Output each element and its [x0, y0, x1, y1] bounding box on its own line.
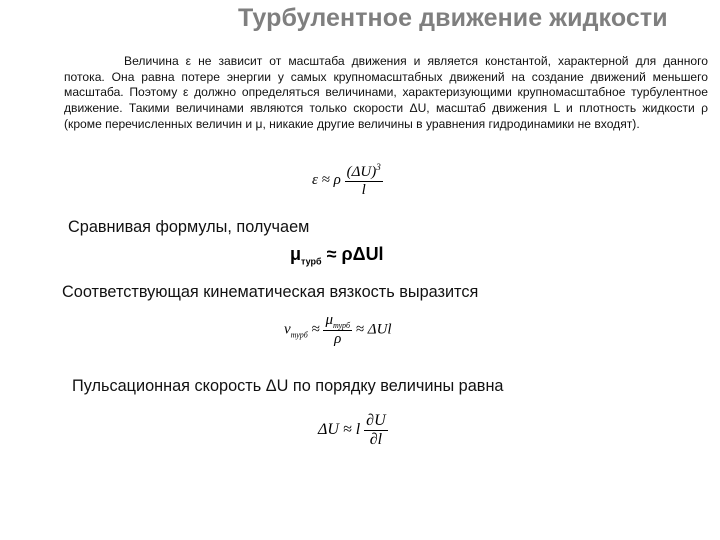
- text-line-viscosity: Соответствующая кинематическая вязкость выразится: [62, 283, 479, 301]
- formula-epsilon-fraction: [345, 162, 383, 199]
- formula-delta-u-lhs: ΔU ≈ l: [318, 421, 361, 439]
- formula-nu-fraction: [323, 312, 352, 348]
- formula-nu-numerator: μ: [325, 312, 333, 328]
- formula-epsilon-numerator: (ΔU): [346, 164, 377, 180]
- formula-delta-u-numerator: ∂U: [366, 412, 386, 429]
- formula-mu-symbol: μ: [290, 244, 302, 264]
- body-paragraph: Величина ε не зависит от масштаба движения и является константой, характерной для данного потока. Она равна потере энергии у самых крупномасштабных движений на создание движений меньшего масштаба. Поэтому ε должно определяться величинами, характеризующими крупномасштабное турбулентное движение. Такими величинами являются только скорости ΔU, масштаб движения L и плотность жидкости ρ (кроме перечисленных величин и μ, никакие другие величины в уравнения гидродинамики не входят).: [64, 54, 708, 131]
- formula-mu-turb: [290, 244, 384, 267]
- formula-delta-u: [318, 412, 388, 449]
- formula-delta-u-fraction: [364, 412, 387, 449]
- formula-epsilon-exponent: 3: [376, 162, 381, 172]
- formula-nu-subscript: турб: [290, 330, 308, 340]
- formula-nu-turb: [284, 312, 392, 348]
- formula-mu-subscript: турб: [301, 256, 322, 267]
- slide-title: Турбулентное движение жидкости: [238, 4, 668, 32]
- formula-nu-approx: ≈: [311, 321, 320, 338]
- formula-delta-u-denominator: ∂l: [369, 431, 383, 448]
- formula-nu-numerator-sub: турб: [332, 321, 351, 330]
- formula-nu-denominator: ρ: [334, 331, 342, 347]
- formula-mu-rhs: ≈ ρΔUl: [326, 244, 384, 264]
- formula-nu-symbol: ν: [284, 321, 291, 338]
- text-line-compare: Сравнивая формулы, получаем: [68, 218, 310, 236]
- formula-epsilon-lhs: ε ≈ ρ: [312, 171, 341, 188]
- formula-nu-rhs: ≈ ΔUl: [355, 321, 392, 338]
- text-line-pulsation: Пульсационная скорость ΔU по порядку величины равна: [72, 377, 504, 395]
- formula-epsilon: [312, 162, 383, 199]
- formula-epsilon-denominator: l: [361, 182, 366, 198]
